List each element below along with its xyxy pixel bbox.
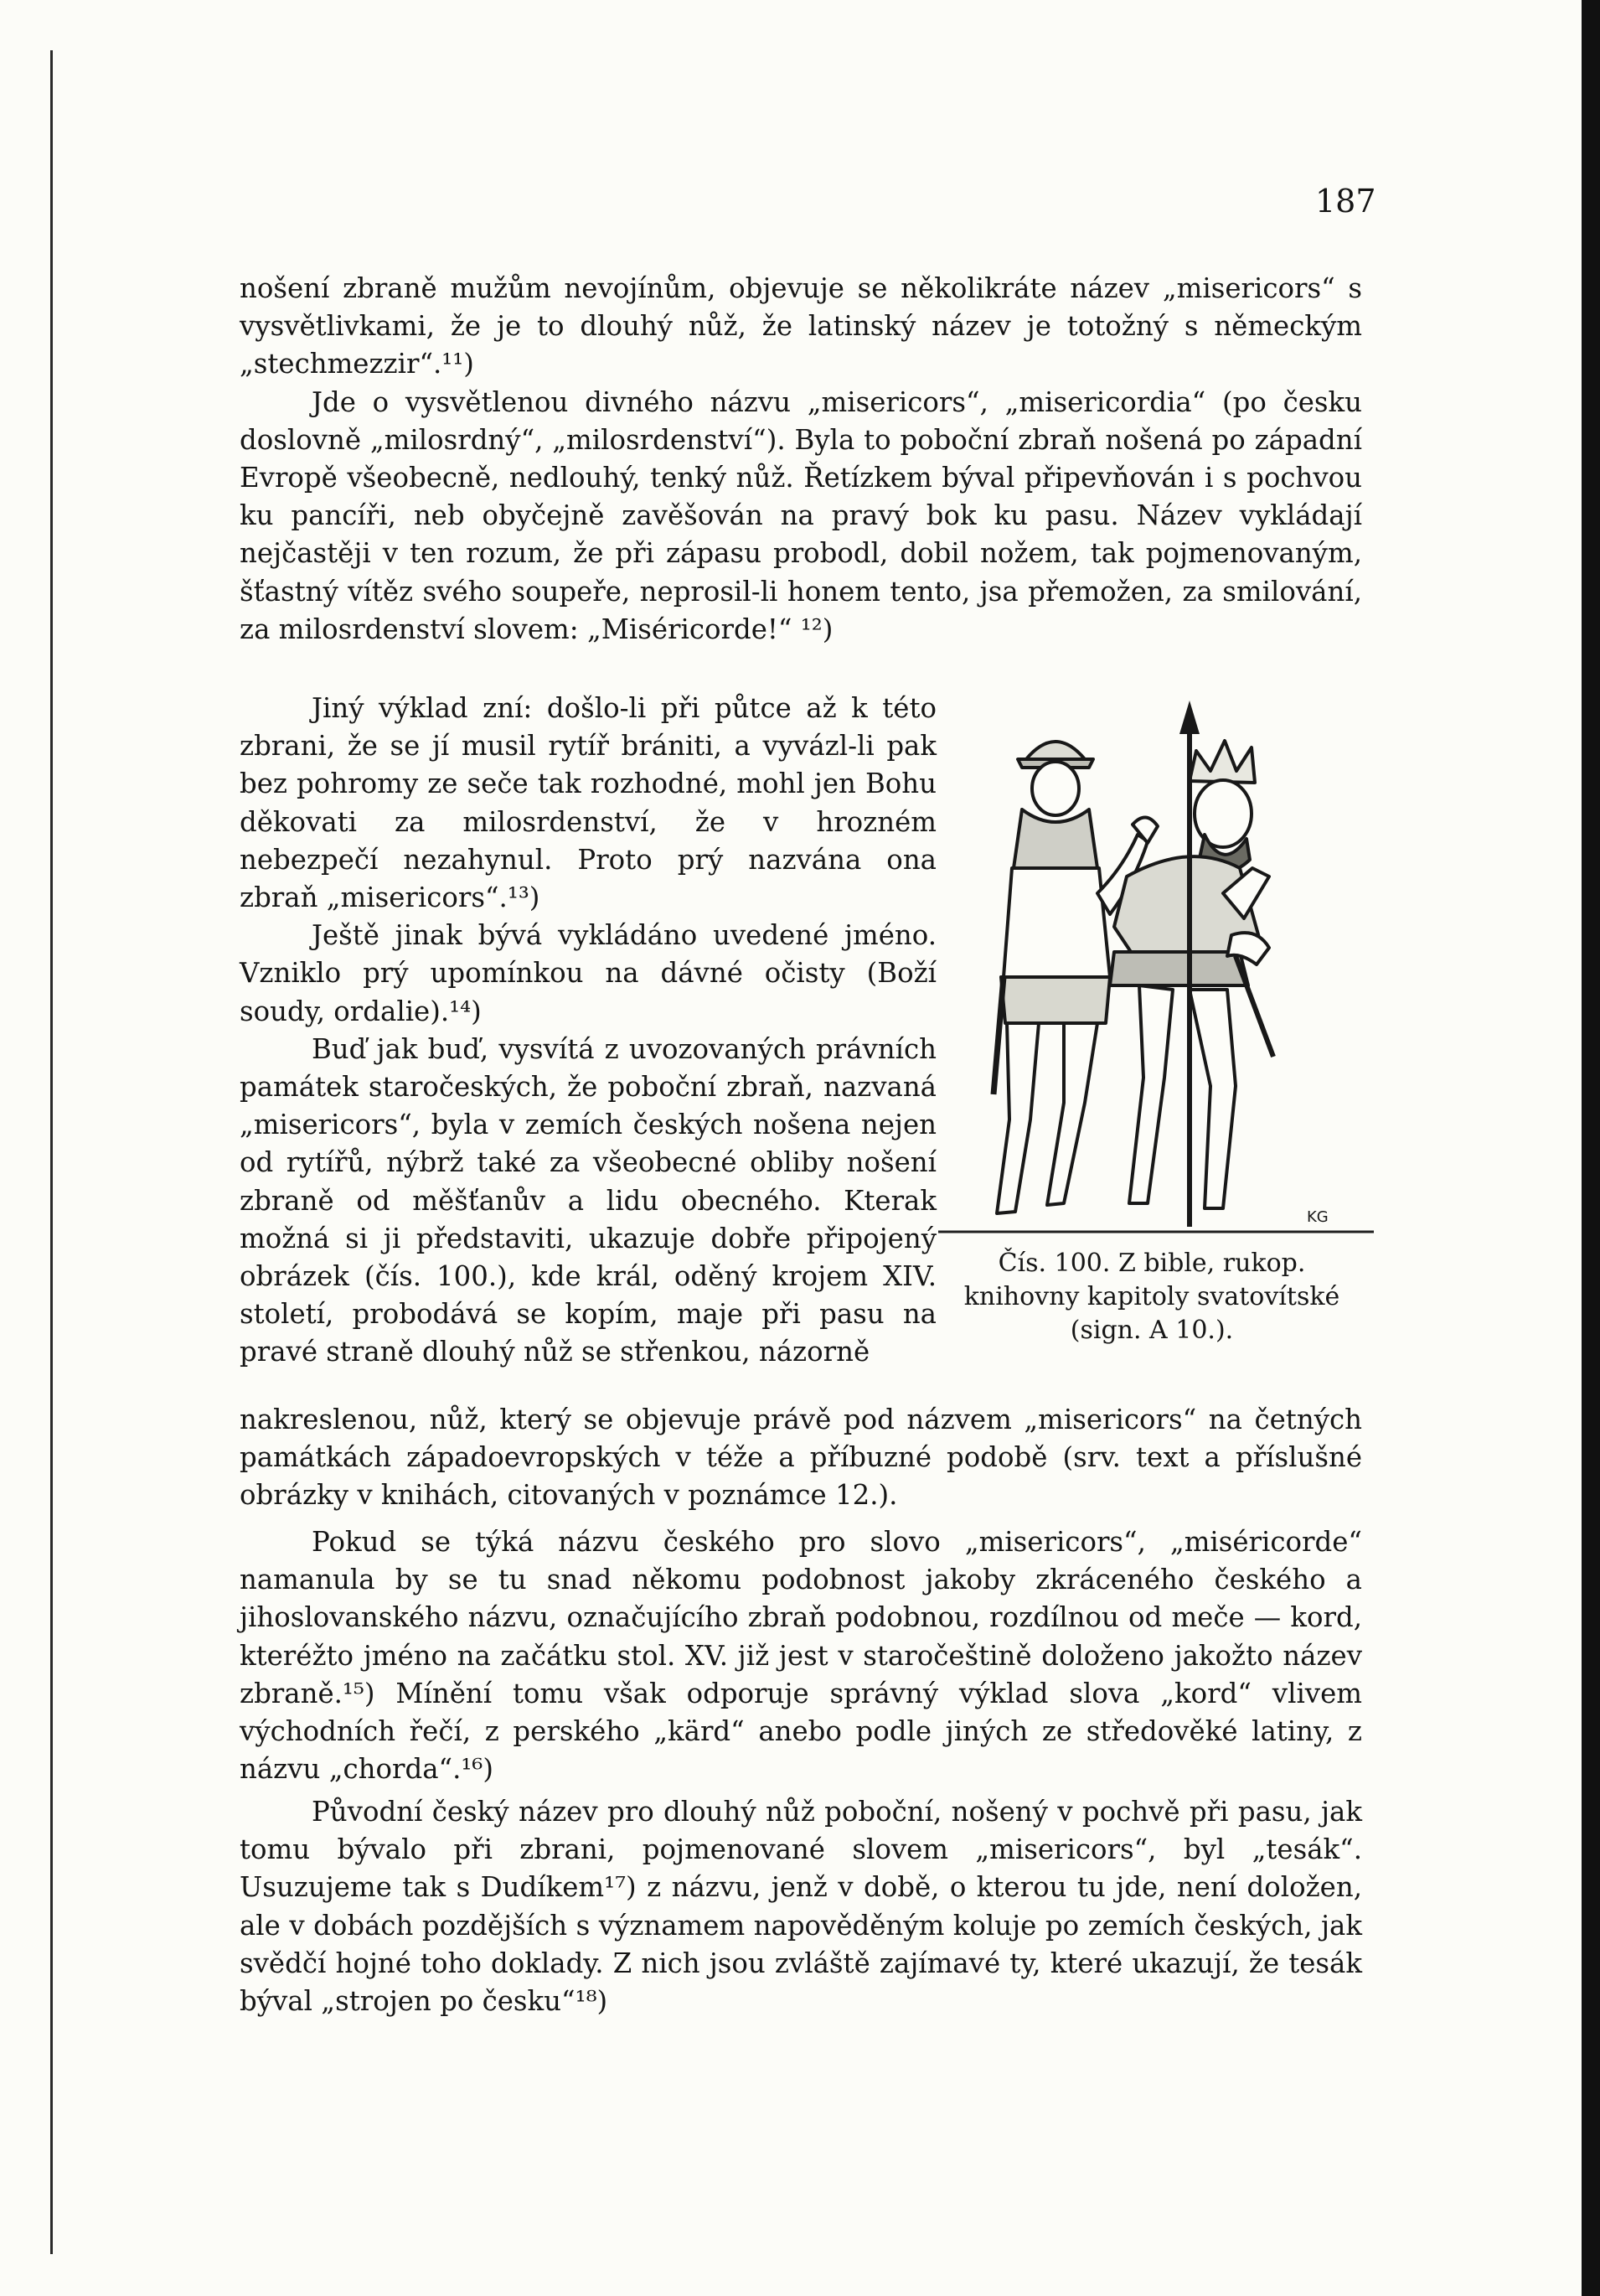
text-block-tesak bbox=[240, 1793, 1362, 2020]
figure-100 bbox=[938, 701, 1374, 1347]
paragraph-1: nošení zbraně mužům nevojínům, objevuje se několikráte název „misericors“ s vysvětlivkami, že je to dlouhý nůž, že latinský název je totožný s německým „stechmezzir“.¹¹) bbox=[240, 272, 1362, 380]
paragraph-2: Jde o vysvětlenou divného názvu „misericors“, „misericordia“ (po česku doslovně „milosrdný“, „milosrdenství“). Byla to poboční zbraň nošená po západní Evropě všeobecně, nedlouhý, tenký nůž. Řetízkem býval připevňován i s pochvou ku pancíři, neb obyčejně zavěšován na pravý bok ku pasu. Název vykládají nejčastěji v ten rozum, že při zápasu probodl, dobil nožem, tak pojmenovaným, šťastný vítěz svého soupeře, neprosil-li honem tento, jsa přemožen, za smilování, za milosrdenství slovem: „Miséricorde!“ ¹²) bbox=[240, 385, 1362, 645]
artist-signature: KG bbox=[1307, 1208, 1329, 1226]
misericors-dagger-king bbox=[1236, 956, 1273, 1057]
page-edge-line bbox=[50, 50, 53, 2254]
spear-head bbox=[1179, 701, 1200, 734]
text-block-top bbox=[240, 270, 1362, 649]
text-block-middle bbox=[240, 1401, 1362, 1515]
paragraph-3: Jiný výklad zní: došlo-li při půtce až k této zbrani, že se jí musil rytíř brániti, a vyvázl-li pak bez pohromy ze seče tak rozhodné, mohl jen Bohu děkovati za milosrdenství, že v hrozném nebezpečí nezahynul. Proto prý nazvána ona zbraň „misericors“.¹³) bbox=[240, 692, 937, 914]
page-number: 187 bbox=[1315, 183, 1376, 220]
paragraph-5-end: nakreslenou, nůž, který se objevuje právě pod názvem „misericors“ na četných památkách západoevropských v téže a příbuzné podobě (srv. text a příslušné obrázky v knihách, citovaných v poznámce 12.). bbox=[240, 1404, 1362, 1512]
figure-caption bbox=[930, 1247, 1374, 1347]
text-block-beside-figure bbox=[240, 690, 937, 1372]
misericors-dagger-soldier bbox=[994, 977, 1004, 1094]
caption-line-3: (sign. A 10.). bbox=[1070, 1316, 1234, 1345]
caption-line-2: knihovny kapitoly svatovítské bbox=[963, 1282, 1340, 1311]
text-block-kord bbox=[240, 1523, 1362, 1788]
paragraph-7: Původní český název pro dlouhý nůž poboční, nošený v pochvě při pasu, jak tomu bývalo při zbrani, pojmenované slovem „misericors“, byl „tesák“. Usuzujeme tak s Dudíkem¹⁷) z názvu, jenž v době, o kterou tu jde, není doložen, ale v dobách pozdějších s významem napověděným koluje po zemích českých, jak svědčí hojné toho doklady. Z nich jsou zvláště zajímavé ty, které ukazují, že tesák býval „strojen po česku“¹⁸) bbox=[240, 1796, 1362, 2018]
paragraph-6: Pokud se týká názvu českého pro slovo „misericors“, „miséricorde“ namanula by se tu snad někomu podobnost jakoby zkráceného českého a jihoslovanského názvu, označujícího zbraň podobnou, rozdílnou od meče — kord, kteréžto jméno na začátku stol. XV. již jest v staročeštině doloženo jakožto název zbraně.¹⁵) Mínění tomu však odporuje správný výklad slova „kord“ vlivem východních řečí, z perského „kärd“ anebo podle jiných ze středověké latiny, z názvu „chorda“.¹⁶) bbox=[240, 1526, 1362, 1786]
paragraph-5-start: Buď jak buď, vysvítá z uvozovaných právních památek staročeských, že poboční zbraň, nazvaná „misericors“, byla v zemích českých nošena nejen od rytířů, nýbrž také za všeobecné obliby nošení zbraně od měšťanův a lidu obecného. Kterak možná si ji představiti, ukazuje dobře připojený obrázek (čís. 100.), kde král, oděný krojem XIV. století, probodává se kopím, maje při pasu na pravé straně dlouhý nůž se střenkou, názorně bbox=[240, 1032, 937, 1368]
caption-line-1: Čís. 100. Z bible, rukop. bbox=[998, 1249, 1306, 1278]
scan-border bbox=[1582, 0, 1600, 2296]
illustration-king-and-soldier bbox=[938, 701, 1374, 1237]
paragraph-4: Ještě jinak bývá vykládáno uvedené jméno. Vzniklo prý upomínkou na dávné očisty (Boží soudy, ordalie).¹⁴) bbox=[240, 919, 937, 1027]
